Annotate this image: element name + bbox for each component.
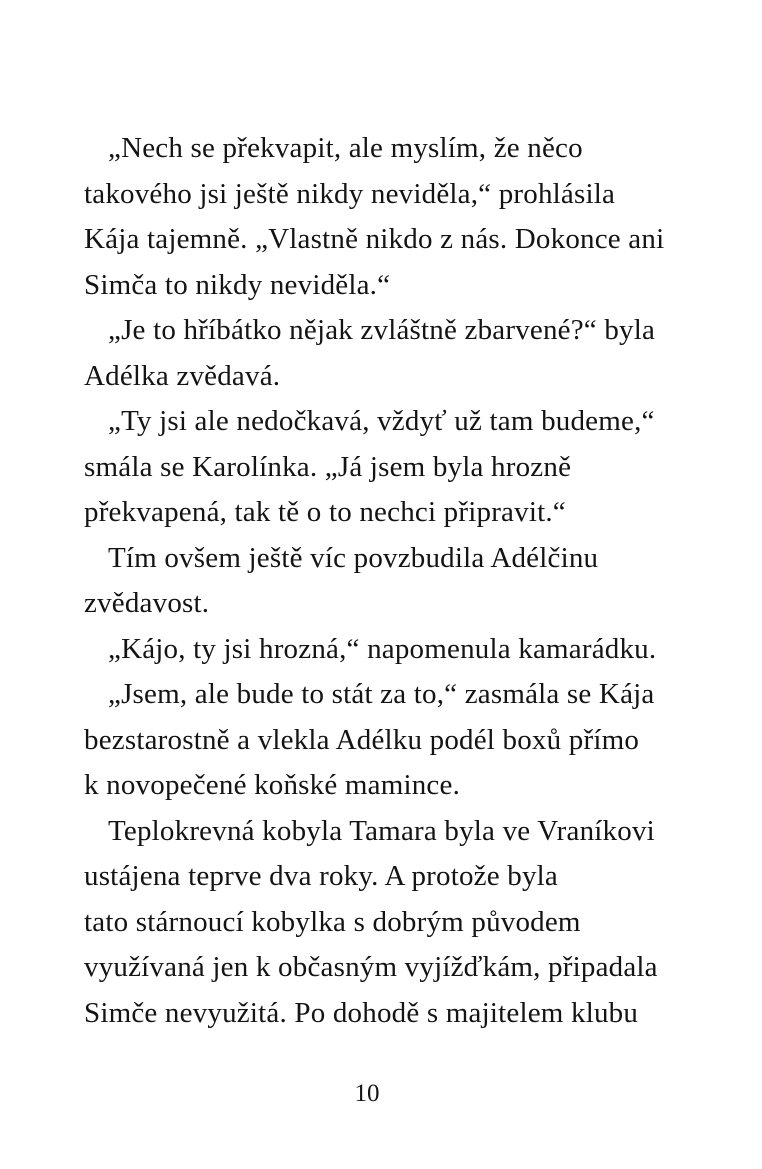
- text-line: bezstarostně a vlekla Adélku podél boxů přímo: [84, 723, 640, 756]
- text-line: Simča to nikdy neviděla.“: [84, 268, 391, 301]
- text-line: „Kájo, ty jsi hrozná,“ napomenula kamarádku.: [108, 632, 657, 665]
- paragraph: [84, 627, 694, 673]
- paragraph: [84, 126, 694, 308]
- text-line: „Jsem, ale bude to stát za to,“ zasmála se Kája: [108, 678, 655, 710]
- text-line: „Ty jsi ale nedočkavá, vždyť už tam budeme,“: [108, 405, 655, 437]
- text-line: Kája tajemně. „Vlastně nikdo z nás. Dokonce ani: [84, 223, 665, 255]
- text-line: ustájena teprve dva roky. A protože byla: [84, 860, 558, 892]
- paragraph: [84, 536, 694, 627]
- text-line: Adélka zvědavá.: [84, 359, 281, 392]
- text-block: [84, 126, 694, 1036]
- text-line: Teplokrevná kobyla Tamara byla ve Vraníkovi: [108, 814, 655, 847]
- text-line: zvědavost.: [84, 587, 210, 619]
- paragraph: [84, 308, 694, 399]
- text-line: „Nech se překvapit, ale myslím, že něco: [108, 132, 583, 164]
- text-line: překvapená, tak tě o to nechci připravit.“: [84, 496, 566, 528]
- text-line: tato stárnoucí kobylka s dobrým původem: [84, 905, 581, 938]
- text-line: „Je to hříbátko nějak zvláštně zbarvené?“ byla: [108, 314, 656, 346]
- text-line: k novopečené koňské mamince.: [84, 769, 461, 801]
- text-line: Simče nevyužitá. Po dohodě s majitelem klubu: [84, 996, 639, 1029]
- text-line: Tím ovšem ještě víc povzbudila Adélčinu: [108, 541, 599, 574]
- text-line: smála se Karolínka. „Já jsem byla hrozně: [84, 450, 572, 483]
- paragraph: [84, 809, 694, 1037]
- text-line: využívaná jen k občasným vyjížďkám, připadala: [84, 951, 658, 983]
- page-number: 10: [354, 1080, 380, 1107]
- paragraph: [84, 672, 694, 809]
- text-line: takového jsi ještě nikdy neviděla,“ prohlásila: [84, 177, 616, 210]
- paragraph: [84, 399, 694, 536]
